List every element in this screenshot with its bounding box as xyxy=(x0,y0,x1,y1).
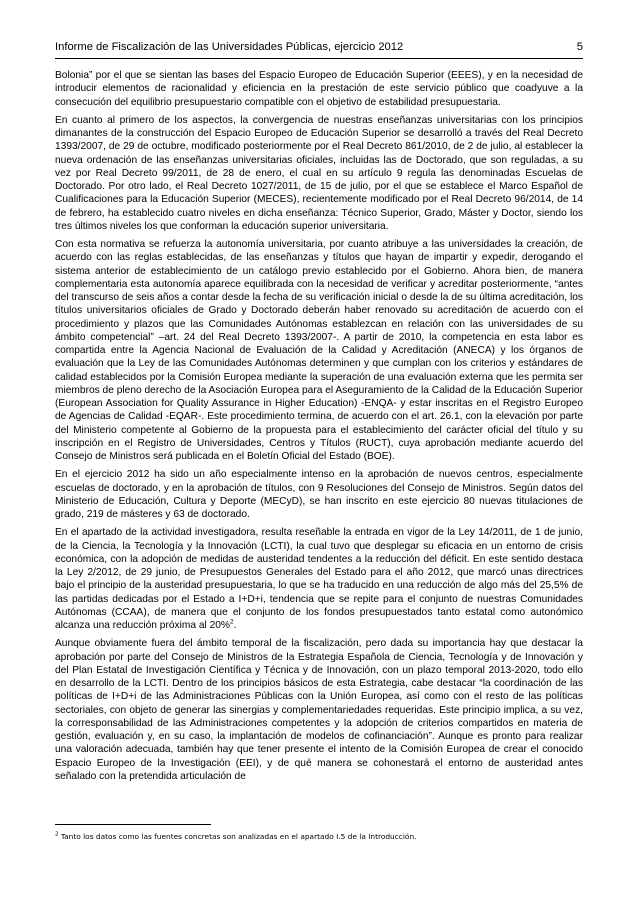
footnote-reference: 2 xyxy=(230,618,234,626)
paragraph-5-text: En el apartado de la actividad investigadora, resulta reseñable la entrada en vigor de la Ley 14/2011, de 1 de junio, de la Ciencia, la Tecnología y la Innovación (LCTI), la cual tuvo que desplegar su eficacia en un entorno de crisis económica, con la adopción de medidas de austeridad tendentes a la reducción del déficit. En este sentido destaca la Ley 2/2012, de 29 junio, de Presupuestos Generales del Estado para el año 2012, que marcó unas directrices bajo el principio de la austeridad presupuestaria, lo que se ha traducido en una reducción de algo más del 25,5% de las partidas dedicadas por el Estado a I+D+i, tendencia que se repite para el conjunto de nuestras Comunidades Autónomas (CCAA), de manera que el conjunto de los fondos presupuestados tanto estatal como autonómico alcanza una reducción próxima al 20% xyxy=(55,527,583,631)
paragraph-3-text: Con esta normativa se refuerza la autonomía universitaria, por cuanto atribuye a las universidades la creación, de acuerdo con las reglas establecidas, de las enseñanzas y títulos que hayan de impartir y expedir, derogando el sistema anterior de establecimiento de un catálogo previo establecido por el Gobierno. Ahora bien, de manera complementaria esta autonomía aparece equilibrada con la necesidad de verificar y acreditar posteriormente, “antes del transcurso de seis años a contar desde la fecha de su verificación inicial o desde la de su última acreditación, los títulos universitarios oficiales de Grado y Doctorado deberán haber renovado su acreditación de acuerdo con el procedimiento y plazos que las Comunidades Autónomas establezcan en relación con las universidades de su ámbito competencial” –art. 24 del Real Decreto 1393/2007-. A partir de 2010, la competencia en esta labor es compartida entre la Agencia Nacional de Evaluación de la Calidad y Acreditación (ANECA) y los órganos de evaluación que la Ley de las Comunidades Autónomas determinen y que cumplan con los criterios y estándares de calidad establecidos por la Comisión Europea mediante la superación de una evaluación externa que les permita ser miembros de pleno derecho de la Asociación Europea para el Aseguramiento de la Calidad de la Educación Superior (European Association for Quality Assurance in Higher Education) -ENQA- y estar inscritas en el Registro Europeo de Agencias de Calidad -EQAR-. Este procedimiento termina, de acuerdo con el art. 26.1, con la elevación por parte del Ministerio competente al Gobierno de la propuesta para el establecimiento del carácter oficial del título y su inscripción en el Registro de Universidades, Centros y Títulos (RUCT), cuya aprobación mediante acuerdo del Consejo de Ministros será publicada en el Boletín Oficial del Estado (BOE). xyxy=(55,239,583,462)
header-rule xyxy=(55,58,583,59)
header-title: Informe de Fiscalización de las Universidades Públicas, ejercicio 2012 xyxy=(55,41,404,53)
page-number: 5 xyxy=(576,41,583,53)
paragraph-6-text: Aunque obviamente fuera del ámbito temporal de la fiscalización, pero dada su importancia hay que destacar la aprobación por parte del Consejo de Ministros de la Estrategia Española de Ciencia, Tecnología y de Innovación y del Plan Estatal de Investigación Científica y Técnica y de Innovación, con un plazo temporal 2013-2020, todo ello en desarrollo de la LCTI. Dentro de los principios básicos de esta Estrategia, cabe destacar “la coordinación de las políticas de I+D+i de las Administraciones Públicas con la Unión Europea, así como con el resto de las políticas sectoriales, con objeto de generar las sinergias y complementariedades requeridas. Este principio implica, a su vez, la corresponsabilidad de las Administraciones competentes y la adopción de criterios compartidos en materia de gestión, evaluación y, en su caso, la implantación de modelos de cofinanciación”. Aunque es pronto para realizar una valoración adecuada, también hay que tener presente el intento de la Comisión Europea de crear el conocido Espacio Europeo de la Investigación (EEI), y de qué manera se cohonestará el entorno de austeridad antes señalado con la pretendida articulación de xyxy=(55,638,583,782)
footnote-number: 2 xyxy=(55,831,59,838)
footnote-separator xyxy=(55,824,211,825)
paragraph-3 xyxy=(55,238,583,463)
footnote-text: Tanto los datos como las fuentes concretas son analizadas en el apartado I.5 de la Introducción. xyxy=(58,832,417,841)
paragraph-2-text: En cuanto al primero de los aspectos, la convergencia de nuestras enseñanzas universitarias con los principios dimanantes de la construcción del Espacio Europeo de Educación Superior se desarrolló a través del Real Decreto 1393/2007, de 29 de octubre, modificado posteriormente por el Real Decreto 861/2010, de 2 de julio, al establecer la nueva ordenación de las enseñanzas universitarias oficiales, incluidas las de Doctorado, que son reguladas, a su vez por Real Decreto 99/2011, de 28 de enero, el cual en su artículo 9 regula las denominadas Escuelas de Doctorado. Por otro lado, el Real Decreto 1027/2011, de 15 de julio, por el que se establece el Marco Español de Cualificaciones para la Educación Superior (MECES), recientemente modificado por el Real Decreto 96/2014, de 14 de febrero, ha establecido cuatro niveles en dicha enseñanza: Técnico Superior, Grado, Máster y Doctor, siendo los tres últimos niveles los que conforman la educación superior universitaria. xyxy=(55,114,583,232)
paragraph-1-text: Bolonia” por el que se sientan las bases del Espacio Europeo de Educación Superior (EEES), y en la necesidad de introducir elementos de racionalidad y eficiencia en la prestación de este servicio público que coadyuve a la consecución del equilibrio presupuestario compatible con el objetivo de estabilidad presupuestaria. xyxy=(55,70,583,108)
paragraph-4-text: En el ejercicio 2012 ha sido un año especialmente intenso en la aprobación de nuevos centros, especialmente escuelas de doctorado, y en la aprobación de títulos, con 9 Resoluciones del Consejo de Ministros. Según datos del Ministerio de Educación, Cultura y Deporte (MECyD), se han inscrito en este ejercicio 80 nuevas titulaciones de grado, 219 de másteres y 63 de doctorado. xyxy=(55,469,583,520)
paragraph-4 xyxy=(55,468,583,521)
footnote xyxy=(55,832,583,842)
paragraph-1 xyxy=(55,69,583,109)
paragraph-5-end: . xyxy=(233,620,237,631)
body-text xyxy=(55,69,583,788)
paragraph-6 xyxy=(55,637,583,783)
paragraph-2 xyxy=(55,114,583,233)
paragraph-5 xyxy=(55,526,583,632)
